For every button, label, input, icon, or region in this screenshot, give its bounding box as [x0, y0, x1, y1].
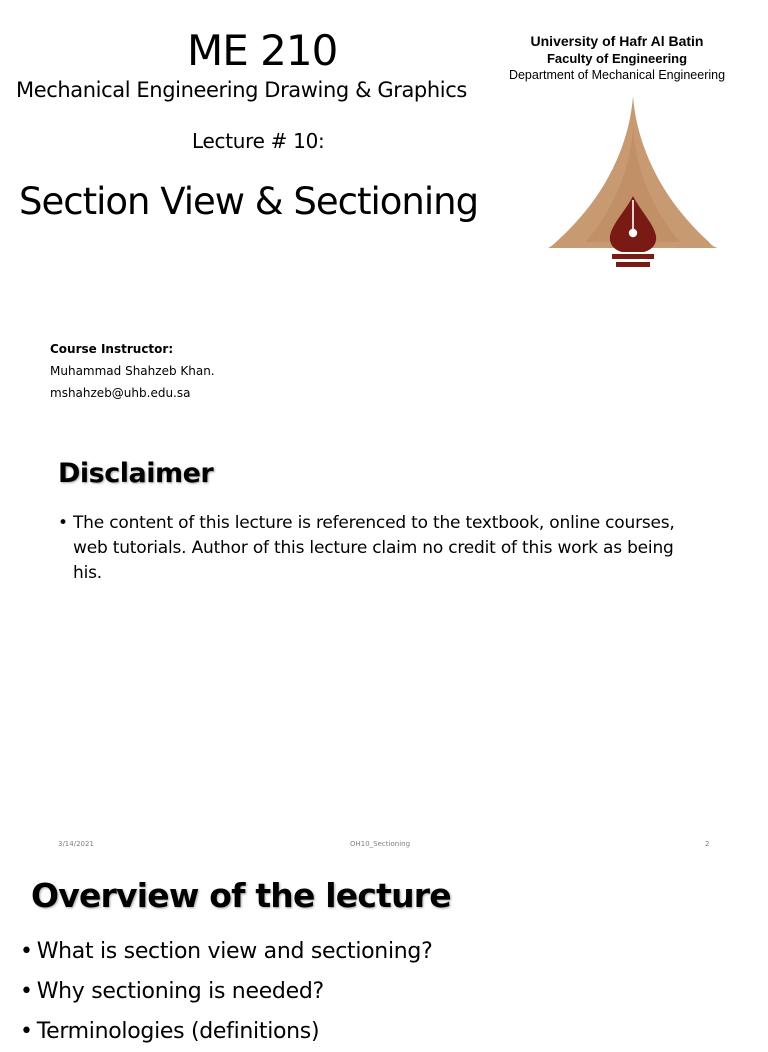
university-name: University of Hafr Al Batin: [530, 33, 704, 49]
title-slide: [0, 0, 768, 430]
course-code: ME 210: [187, 26, 338, 75]
footer-page-number: 2: [705, 840, 710, 848]
instructor-name: Muhammad Shahzeb Khan.: [50, 364, 215, 378]
instructor-block: [50, 338, 215, 404]
overview-slide: [0, 862, 768, 1044]
list-item-text: Why sectioning is needed?: [36, 979, 324, 1004]
footer-date: 3/14/2021: [58, 840, 94, 848]
bullet-dot: •: [20, 1019, 33, 1044]
list-item: [20, 932, 432, 972]
bullet-dot: •: [20, 939, 33, 964]
university-block: [492, 32, 742, 84]
list-item-text: What is section view and sectioning?: [36, 939, 433, 964]
lecture-number: Lecture # 10:: [192, 129, 325, 153]
footer-file-name: OH10_Sectioning: [350, 840, 411, 848]
list-item: [20, 972, 432, 1012]
list-item: [20, 1012, 432, 1052]
instructor-email: mshahzeb@uhb.edu.sa: [50, 386, 191, 400]
bullet-dot: •: [58, 513, 68, 533]
lecture-title: Section View & Sectioning: [19, 180, 479, 223]
disclaimer-slide: [0, 430, 768, 862]
instructor-heading: Course Instructor:: [50, 342, 174, 356]
overview-list: [20, 932, 432, 1052]
faculty-name: Faculty of Engineering: [546, 51, 688, 66]
bullet-dot: •: [20, 979, 33, 1004]
pen-nib-emblem-icon: [546, 96, 720, 274]
list-item-text: Terminologies (definitions): [36, 1019, 320, 1044]
disclaimer-bullet: [58, 511, 698, 586]
course-name: Mechanical Engineering Drawing & Graphics: [16, 78, 467, 102]
disclaimer-title: Disclaimer: [58, 458, 214, 489]
overview-title: Overview of the lecture: [31, 876, 451, 915]
department-name: Department of Mechanical Engineering: [508, 68, 726, 82]
disclaimer-text: The content of this lecture is referenced to the textbook, online courses, web tutorials. Author of this lecture claim no credit of this work as being his.: [73, 513, 675, 583]
